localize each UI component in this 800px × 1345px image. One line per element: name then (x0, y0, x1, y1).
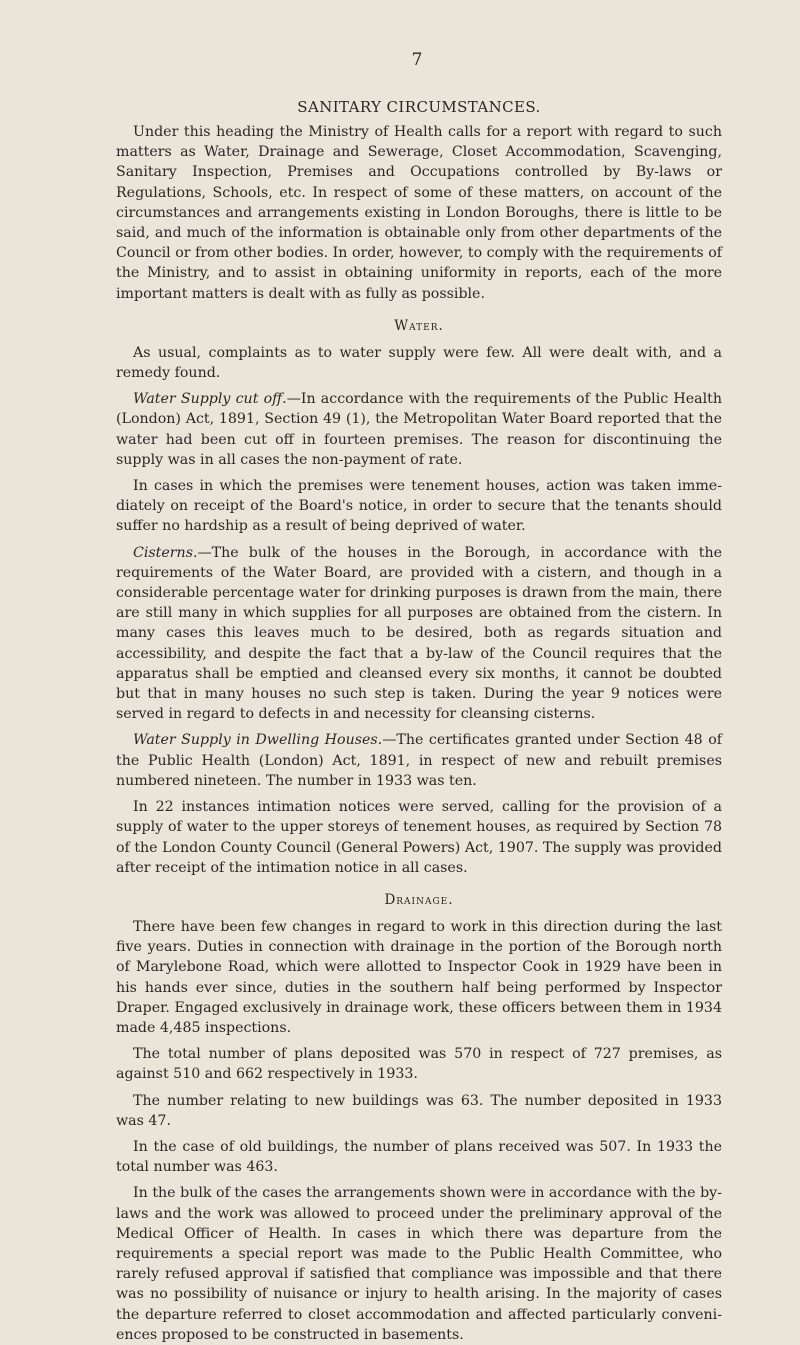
drainage-paragraph-5: In the bulk of the cases the arrangements shown were in accordance with the by-laws and the work was allowed to proceed under the preliminary approval of the Medical Officer of Health. In cases in which there was departure from the requirements a special report was made to the Public Health Committee, who rarely refused approval if satisfied that compliance was impossible and that there was no possibility of nuisance or injury to health arising. In the majority of cases the departure referred to closet accommodation and affected particularly conveniences proposed to be constructed in basements. (116, 1185, 722, 1343)
drainage-paragraph-2: The total number of plans deposited was 570 in respect of 727 premises, as against 510 and 662 respectively in 1933. (116, 1046, 722, 1083)
dwelling-text: —The certificates granted under Section 48 of the Public Health (London) Act, 1891, in respect of new and rebuilt premises numbered nineteen. The number in 1933 was ten. (116, 732, 722, 789)
page-title: SANITARY CIRCUMSTANCES. (297, 98, 541, 116)
dwelling-paragraph (116, 730, 722, 791)
cisterns-text: —The bulk of the houses in the Borough, in accordance with the requirements of the Water Board, are provided with a cistern, and though in a considerable percentage water for drinking purposes is drawn from the main, there are still many in which supplies for all purposes are obtained from the cistern. In many cases this leaves much to be desired, both as regards situation and accessibility, and despite the fact that a by-law of the Council requires that the apparatus shall be emptied and cleansed every six months, it cannot be doubted but that in many houses no such step is taken. During the year 9 notices were served in regard to defects in and necessity for cleansing cisterns. (116, 544, 722, 723)
drainage-heading: Drainage. (384, 891, 454, 908)
cisterns-subhead: Cisterns. (133, 544, 198, 561)
dwelling-subhead: Water Supply in Dwelling Houses. (133, 732, 383, 749)
water-paragraph-1: As usual, complaints as to water supply were few. All were dealt with, and a remedy found. (116, 344, 722, 382)
water-paragraph-3: In cases in which the premises were tenement houses, action was taken immediately on receipt of the Board's notice, in order to secure that the tenants should suffer no hardship as a result of being deprived of water. (116, 478, 722, 535)
water-heading: Water. (394, 317, 444, 334)
intro-paragraph: Under this heading the Ministry of Health calls for a report with regard to such matters as Water, Drainage and Sewerage, Closet Accommodation, Scavenging, Sanitary Inspection, Premises and Occupations controlled by By-laws or Regulations, Schools, etc. In respect of some of these matters, on account of the circumstances and arrangements existing in London Boroughs, there is little to be said, and much of the information is obtainable only from other departments of the Council or from other bodies. In order, however, to comply with the requirements of the Ministry, and to assist in obtaining uniformity in reports, each of the more important matters is dealt with as fully as possible. (116, 124, 722, 302)
drainage-paragraph-4: In the case of old buildings, the number of plans received was 507. In 1933 the total number was 463. (116, 1138, 722, 1176)
drainage-paragraph-1: There have been few changes in regard to work in this direction during the last five years. Duties in connection with drainage in the portion of the Borough north of Marylebone Road, which were allotted to Inspector Cook in 1929 have been in his hands ever since, duties in the southern half being performed by Inspector Draper. Engaged exclusively in drainage work, these officers between them in 1934 made 4,485 inspections. (116, 918, 722, 1036)
page-number: 7 (411, 50, 423, 70)
water-cutoff-paragraph (116, 389, 722, 470)
water-cutoff-text: —In accordance with the requirements of the Public Health (London) Act, 1891, Section 49 (1), the Metropolitan Water Board reported that the water had been cut off in fourteen premises. The reason for discontinuing the supply was in all cases the non-payment of rate. (116, 391, 722, 468)
water-paragraph-6: In 22 instances intimation notices were served, calling for the provision of a supply of water to the upper storeys of tenement houses, as required by Section 78 of the London County Council (General Powers) Act, 1907. The supply was provided after receipt of the intimation notice in all cases. (116, 799, 722, 876)
cisterns-paragraph (116, 543, 722, 725)
water-cutoff-subhead: Water Supply cut off. (133, 391, 287, 408)
drainage-paragraph-3: The number relating to new buildings was 63. The number deposited in 1933 was 47. (116, 1092, 722, 1129)
